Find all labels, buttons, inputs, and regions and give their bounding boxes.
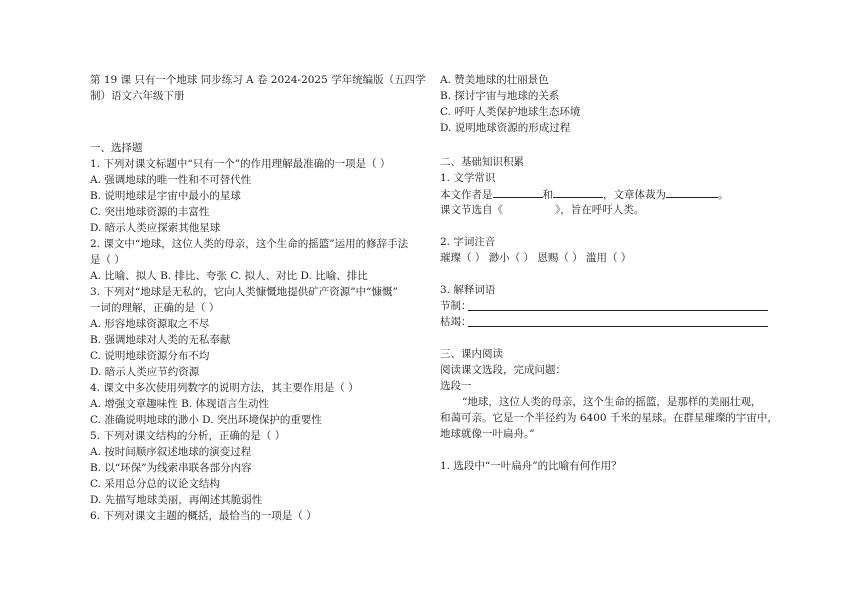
source-line [440,202,644,218]
q6-option-b: B. 探讨宇宙与地球的关系 [440,90,560,102]
q1-option-a: A. 强调地球的唯一性和不可替代性 [90,174,252,186]
vocab-kujie-label: 枯竭： [440,316,472,328]
section2-heading: 二、基础知识积累 [440,156,524,168]
doc-title-line2: 制）语文六年级下册 [90,90,185,102]
vocab-title: 3. 解释词语 [440,284,496,296]
author-blank-1[interactable] [493,186,543,198]
q4-stem: 4. 课文中多次使用列数字的说明方法，其主要作用是（ ） [90,382,359,394]
and-label: 和 [542,189,553,201]
literature-title: 1. 文学常识 [440,172,496,184]
period-label: 。 [718,189,729,201]
q6-option-c: C. 呼吁人类保护地球生态环境 [440,106,581,118]
q5-option-d: D. 先描写地球美丽，再阐述其脆弱性 [90,494,263,506]
q3-option-a: A. 形容地球资源取之不尽 [90,318,210,330]
passage-label: 选段一 [440,380,472,392]
q2-stem-line2: 是（ ） [90,254,125,266]
q6-option-d: D. 说明地球资源的形成过程 [440,122,571,134]
pinyin-title: 2. 字词注音 [440,236,496,248]
passage-line1: “地球，这位人类的母亲，这个生命的摇篮，是那样的美丽壮观， [462,396,762,408]
author-blank-2[interactable] [553,186,603,198]
q6-option-a: A. 赞美地球的壮丽景色 [440,74,549,86]
q4-options-ab: A. 增强文章趣味性 B. 体现语言生动性 [90,398,269,410]
vocab-jiezhi-answer-line[interactable] [468,310,768,311]
vocab-kujie-answer-line[interactable] [468,326,768,327]
q3-option-b: B. 强调地球对人类的无私奉献 [90,334,231,346]
section3-heading: 三、课内阅读 [440,348,503,360]
vocab-jiezhi-label: 节制： [440,300,472,312]
passage-line3: 地球就像一叶扁舟。” [440,428,535,440]
reading-question-1: 1. 选段中“一叶扁舟”的比喻有何作用？ [440,460,622,472]
q1-option-d: D. 暗示人类应探索其他星球 [90,222,221,234]
author-genre-line [440,186,729,203]
q5-option-b: B. 以“环保”为线索串联各部分内容 [90,462,252,474]
genre-label: ，文章体裁为 [603,189,666,201]
q5-option-c: C. 采用总分总的议论文结构 [90,478,220,490]
q2-options: A. 比喻、拟人 B. 排比、夸张 C. 拟人、对比 D. 比喻、排比 [90,270,368,282]
q3-option-d: D. 暗示人类应节约资源 [90,366,200,378]
q3-option-c: C. 说明地球资源分布不均 [90,350,210,362]
q6-stem: 6. 下列对课文主题的概括，最恰当的一项是（ ） [90,510,317,522]
reading-intro: 阅读课文选段，完成问题： [440,364,566,376]
q5-stem: 5. 下列对课文结构的分析，正确的是（ ） [90,430,286,442]
q1-option-b: B. 说明地球是宇宙中最小的星球 [90,190,241,202]
source-label-end: 》，旨在呼吁人类。 [555,204,645,216]
q1-option-c: C. 突出地球资源的丰富性 [90,206,210,218]
pinyin-line: 璀璨（ ） 渺小（ ） 恩赐（ ） 滥用（ ） [440,252,632,264]
q4-options-cd: C. 准确说明地球的渺小 D. 突出环境保护的重要性 [90,414,322,426]
passage-line2: 和蔼可亲。它是一个半径约为 6400 千米的星球。在群星璀璨的宇宙中， [440,412,778,424]
q3-stem-line1: 3. 下列对“地球是无私的，它向人类慷慨地提供矿产资源”中“慷慨” [90,286,398,298]
q1-stem: 1. 下列对课文标题中“只有一个”的作用理解最准确的一项是（ ） [90,158,391,170]
section1-heading: 一、选择题 [90,142,143,154]
doc-title-line1: 第 19 课 只有一个地球 同步练习 A 卷 2024-2025 学年统编版（五四学 [90,74,426,86]
genre-blank[interactable] [666,186,718,198]
source-label-start: 课文节选自《 [440,204,503,216]
author-label: 本文作者是 [440,189,493,201]
q2-stem-line1: 2. 课文中“地球，这位人类的母亲，这个生命的摇篮”运用的修辞手法 [90,238,409,250]
q5-option-a: A. 按时间顺序叙述地球的演变过程 [90,446,252,458]
q3-stem-line2: 一词的理解，正确的是（ ） [90,302,220,314]
